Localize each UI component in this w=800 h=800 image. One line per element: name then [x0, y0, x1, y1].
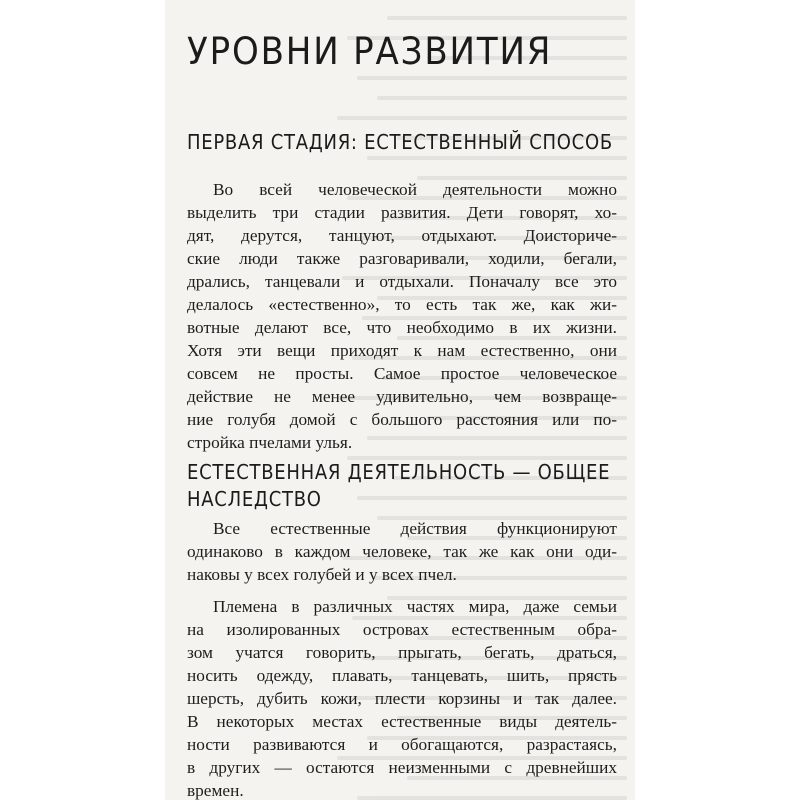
text-line: в других — остаются неизменными с древнейших: [187, 758, 617, 777]
text-line: шерсть, дубить кожи, плести корзины и так далее.: [187, 689, 617, 708]
text-line: носить одежду, плавать, танцевать, шить, прясть: [187, 666, 617, 685]
book-page: [165, 0, 635, 800]
chapter-title: УРОВНИ РАЗВИТИЯ: [187, 30, 553, 73]
text-line: Племена в различных частях мира, даже семьи: [213, 597, 617, 616]
section-heading-natural-activity-line-2: НАСЛЕДСТВО: [187, 487, 322, 511]
text-line: ские люди также разговаривали, ходили, бегали,: [187, 249, 617, 268]
text-line: Хотя эти вещи приходят к нам естественно, они: [187, 341, 617, 360]
text-line: выделить три стадии развития. Дети говорят, хо-: [187, 203, 617, 222]
text-line: делалось «естественно», то есть так же, как жи-: [187, 295, 617, 314]
text-line: ности развиваются и обогащаются, разрастаясь,: [187, 735, 617, 754]
text-line: дят, дерутся, танцуют, отдыхают. Доисториче-: [187, 226, 617, 245]
text-line: совсем не просты. Самое простое человеческое: [187, 364, 617, 383]
text-line: действие не менее удивительно, чем возвраще-: [187, 387, 617, 406]
text-line: наковы у всех голубей и у всех пчел.: [187, 565, 457, 584]
text-line: ние голубя домой с большого расстояния или по-: [187, 410, 617, 429]
text-line: времен.: [187, 781, 244, 800]
text-line: Во всей человеческой деятельности можно: [213, 180, 617, 199]
text-line: одинаково в каждом человеке, так же как они оди-: [187, 542, 617, 561]
text-line: зом учатся говорить, прыгать, бегать, драться,: [187, 643, 617, 662]
section-heading-first-stage: ПЕРВАЯ СТАДИЯ: ЕСТЕСТВЕННЫЙ СПОСОБ: [187, 130, 613, 154]
text-line: стройка пчелами улья.: [187, 433, 353, 452]
text-line: дрались, танцевали и отдыхали. Поначалу все это: [187, 272, 617, 291]
text-line: вотные делают все, что необходимо в их жизни.: [187, 318, 617, 337]
text-line: на изолированных островах естественным обра-: [187, 620, 617, 639]
text-line: Все естественные действия функционируют: [213, 519, 617, 538]
section-heading-natural-activity-line-1: ЕСТЕСТВЕННАЯ ДЕЯТЕЛЬНОСТЬ — ОБЩЕЕ: [187, 460, 611, 484]
text-line: В некоторых местах естественные виды деятель-: [187, 712, 617, 731]
